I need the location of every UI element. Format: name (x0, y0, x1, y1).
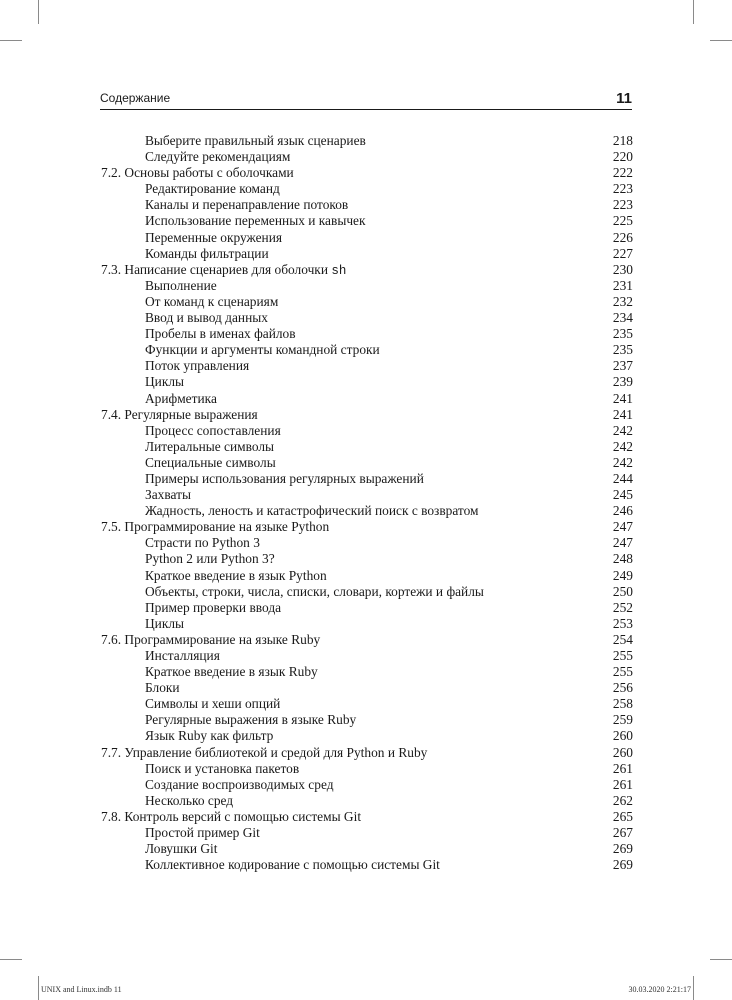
toc-subsection-entry (101, 246, 633, 262)
toc-subsection-entry (101, 197, 633, 213)
toc-subsection-entry (101, 455, 633, 471)
toc-entry-page: 260 (612, 744, 633, 760)
crop-mark (693, 0, 694, 24)
toc-entry-page: 247 (612, 519, 633, 535)
toc-entry-title (101, 262, 346, 279)
toc-entry-page: 259 (612, 712, 633, 728)
toc-entry-title-text: Команды фильтрации (145, 245, 269, 261)
toc-entry-page: 267 (612, 825, 633, 841)
toc-entry-title-text: 7.2. Основы работы с оболочками (101, 165, 294, 181)
toc-entry-page: 232 (612, 293, 633, 309)
toc-section-entry (101, 745, 633, 761)
toc-entry-title (101, 294, 278, 310)
toc-entry-title (101, 391, 217, 407)
toc-section-entry (101, 407, 633, 423)
crop-mark (0, 959, 22, 960)
page-number: 11 (616, 90, 632, 107)
toc-entry-page: 241 (612, 390, 633, 406)
toc-entry-title-text: 7.7. Управление библиотекой и средой для Python и Ruby (101, 744, 428, 760)
toc-entry-title (101, 745, 427, 761)
toc-entry-page: 247 (612, 535, 633, 551)
toc-entry-page: 269 (612, 841, 633, 857)
toc-subsection-entry (101, 342, 633, 358)
toc-entry-title (101, 841, 217, 857)
toc-entry-title-text: Циклы (145, 615, 185, 631)
toc-entry-title (101, 423, 281, 439)
toc-subsection-entry (101, 551, 633, 567)
toc-entry-title (101, 165, 294, 181)
toc-entry-title (101, 278, 217, 294)
toc-subsection-entry (101, 777, 633, 793)
toc-entry-page: 252 (612, 599, 633, 615)
toc-subsection-entry (101, 584, 633, 600)
toc-entry-page: 234 (612, 310, 633, 326)
toc-entry-title (101, 503, 479, 519)
toc-entry-title (101, 664, 318, 680)
toc-entry-page: 237 (612, 358, 633, 374)
toc-subsection-entry (101, 680, 633, 696)
toc-subsection-entry (101, 149, 633, 165)
toc-entry-page: 269 (612, 857, 633, 873)
toc-subsection-entry (101, 310, 633, 326)
toc-entry-title (101, 696, 280, 712)
toc-entry-page: 253 (612, 615, 633, 631)
toc-entry-page: 250 (612, 583, 633, 599)
toc-entry-code: sh (331, 263, 347, 278)
toc-section-entry (101, 519, 633, 535)
toc-subsection-entry (101, 391, 633, 407)
toc-entry-title (101, 487, 191, 503)
toc-subsection-entry (101, 568, 633, 584)
toc-entry-title (101, 632, 320, 648)
toc-entry-title-text: Несколько сред (145, 792, 234, 808)
toc-subsection-entry (101, 841, 633, 857)
toc-entry-page: 246 (612, 503, 633, 519)
crop-mark (0, 40, 22, 41)
toc-subsection-entry (101, 696, 633, 712)
toc-entry-title-text: Переменные окружения (145, 229, 283, 245)
toc-subsection-entry (101, 616, 633, 632)
toc-subsection-entry (101, 857, 633, 873)
toc-entry-title (101, 777, 334, 793)
toc-entry-page: 245 (612, 487, 633, 503)
toc-subsection-entry (101, 793, 633, 809)
toc-entry-title-text: Страсти по Python 3 (145, 535, 260, 551)
toc-entry-title (101, 439, 274, 455)
toc-entry-title-text: Редактирование команд (145, 181, 280, 197)
toc-entry-page: 242 (612, 438, 633, 454)
toc-entry-title (101, 407, 258, 423)
toc-entry-title (101, 519, 329, 535)
toc-entry-title (101, 374, 184, 390)
toc-entry-title-text: Поток управления (145, 358, 250, 374)
toc-entry-title-text: 7.4. Регулярные выражения (101, 406, 258, 422)
toc-subsection-entry (101, 423, 633, 439)
running-head-title: Содержание (100, 91, 171, 105)
toc-entry-title (101, 648, 220, 664)
toc-entry-title-text: Блоки (145, 680, 180, 696)
toc-entry-page: 222 (612, 165, 633, 181)
toc-entry-title (101, 310, 268, 326)
toc-entry-title-text: Захваты (145, 487, 191, 503)
toc-subsection-entry (101, 278, 633, 294)
toc-entry-page: 235 (612, 342, 633, 358)
table-of-contents (101, 133, 633, 873)
footer-timestamp-slug: 30.03.2020 2:21:17 (628, 985, 691, 994)
toc-entry-title (101, 246, 269, 262)
toc-entry-title-text: Пример проверки ввода (145, 599, 282, 615)
toc-entry-title-text: Коллективное кодирование с помощью системы Git (145, 857, 440, 873)
toc-entry-title (101, 809, 361, 825)
toc-entry-title-text: Арифметика (145, 390, 217, 406)
crop-mark (710, 40, 732, 41)
toc-entry-title (101, 535, 260, 551)
toc-entry-page: 258 (612, 696, 633, 712)
toc-section-entry (101, 632, 633, 648)
toc-entry-title (101, 616, 184, 632)
toc-entry-title-text: От команд к сценариям (145, 293, 279, 309)
toc-entry-title-text: Поиск и установка пакетов (145, 760, 300, 776)
toc-entry-page: 235 (612, 326, 633, 342)
toc-entry-title (101, 825, 260, 841)
toc-subsection-entry (101, 761, 633, 777)
toc-entry-title-text: Примеры использования регулярных выражений (145, 470, 424, 486)
toc-entry-page: 223 (612, 181, 633, 197)
toc-entry-title-text: Циклы (145, 374, 185, 390)
toc-entry-title (101, 551, 275, 567)
toc-subsection-entry (101, 712, 633, 728)
running-head (100, 89, 632, 110)
toc-entry-page: 261 (612, 776, 633, 792)
toc-section-entry (101, 809, 633, 825)
toc-entry-page: 255 (612, 664, 633, 680)
toc-entry-page: 255 (612, 648, 633, 663)
crop-mark (710, 959, 732, 960)
toc-entry-title-text: Каналы и перенаправление потоков (145, 197, 349, 213)
toc-entry-page: 242 (612, 422, 633, 438)
crop-mark (38, 0, 39, 24)
toc-subsection-entry (101, 503, 633, 519)
toc-subsection-entry (101, 374, 633, 390)
toc-entry-page: 256 (612, 680, 633, 696)
toc-entry-title-text: Регулярные выражения в языке Ruby (145, 712, 357, 728)
toc-entry-page: 248 (612, 551, 633, 567)
toc-entry-title-text: 7.6. Программирование на языке Ruby (101, 631, 321, 647)
toc-entry-title (101, 133, 366, 149)
toc-entry-page: 241 (612, 406, 633, 422)
toc-entry-title-text: Использование переменных и кавычек (145, 213, 366, 229)
toc-entry-title-text: Краткое введение в язык Python (145, 567, 327, 583)
toc-entry-title-text: Выберите правильный язык сценариев (145, 133, 366, 148)
toc-subsection-entry (101, 728, 633, 744)
toc-entry-page: 230 (612, 261, 633, 277)
toc-entry-title (101, 181, 280, 197)
toc-section-entry (101, 262, 633, 278)
toc-entry-title-text: Объекты, строки, числа, списки, словари, кортежи и файлы (145, 583, 484, 599)
toc-subsection-entry (101, 471, 633, 487)
toc-entry-page: 265 (612, 808, 633, 824)
toc-subsection-entry (101, 230, 633, 246)
toc-entry-title-text: Процесс сопоставления (145, 422, 281, 438)
toc-entry-page: 220 (612, 149, 633, 165)
toc-entry-page: 227 (612, 245, 633, 261)
toc-entry-title (101, 342, 380, 358)
toc-entry-title-text: 7.3. Написание сценариев для оболочки (101, 261, 332, 277)
crop-mark (693, 976, 694, 1000)
toc-entry-title (101, 230, 282, 246)
toc-entry-title-text: Литеральные символы (145, 438, 275, 454)
toc-entry-title (101, 471, 424, 487)
toc-entry-title-text: Ловушки Git (145, 841, 218, 857)
toc-entry-title (101, 857, 440, 873)
toc-entry-title (101, 793, 233, 809)
toc-entry-title (101, 358, 249, 374)
toc-entry-page: 261 (612, 760, 633, 776)
toc-section-entry (101, 165, 633, 181)
toc-entry-page: 239 (612, 374, 633, 390)
toc-subsection-entry (101, 600, 633, 616)
toc-entry-title-text: Пробелы в именах файлов (145, 326, 296, 342)
toc-entry-title (101, 712, 356, 728)
toc-entry-title-text: 7.5. Программирование на языке Python (101, 519, 330, 535)
toc-entry-title-text: Python 2 или Python 3? (145, 551, 275, 567)
toc-entry-title-text: Выполнение (145, 277, 217, 293)
toc-subsection-entry (101, 213, 633, 229)
toc-entry-title-text: Создание воспроизводимых сред (145, 776, 334, 792)
toc-subsection-entry (101, 648, 633, 664)
toc-subsection-entry (101, 535, 633, 551)
toc-subsection-entry (101, 825, 633, 841)
toc-entry-title-text: Язык Ruby как фильтр (145, 728, 274, 744)
toc-entry-title (101, 149, 290, 165)
toc-entry-page: 226 (612, 229, 633, 245)
toc-subsection-entry (101, 487, 633, 503)
toc-entry-page: 262 (612, 792, 633, 808)
toc-entry-title-text: 7.8. Контроль версий с помощью системы Git (101, 808, 362, 824)
toc-entry-title-text: Простой пример Git (145, 825, 260, 841)
toc-entry-title (101, 213, 366, 229)
toc-entry-page: 244 (612, 470, 633, 486)
toc-entry-title-text: Символы и хеши опций (145, 696, 281, 712)
toc-entry-title (101, 600, 281, 616)
toc-entry-title-text: Ввод и вывод данных (145, 310, 268, 326)
toc-entry-title-text: Краткое введение в язык Ruby (145, 664, 318, 680)
toc-subsection-entry (101, 294, 633, 310)
toc-subsection-entry (101, 181, 633, 197)
crop-mark (38, 976, 39, 1000)
toc-subsection-entry (101, 326, 633, 342)
toc-entry-title-text: Специальные символы (145, 454, 276, 470)
toc-entry-title (101, 584, 484, 600)
toc-entry-title-text: Следуйте рекомендациям (145, 149, 291, 165)
toc-entry-page: 260 (612, 728, 633, 744)
toc-entry-title (101, 728, 273, 744)
toc-entry-title (101, 197, 348, 213)
toc-subsection-entry (101, 664, 633, 680)
toc-entry-page: 254 (612, 631, 633, 647)
toc-entry-page: 249 (612, 567, 633, 583)
toc-entry-title (101, 455, 276, 471)
toc-entry-title (101, 761, 299, 777)
toc-entry-page: 218 (612, 133, 633, 148)
toc-entry-title (101, 680, 180, 696)
toc-entry-page: 231 (612, 277, 633, 293)
toc-entry-page: 242 (612, 454, 633, 470)
toc-entry-title (101, 568, 327, 584)
toc-entry-title-text: Функции и аргументы командной строки (145, 342, 380, 358)
toc-subsection-entry (101, 133, 633, 149)
toc-entry-title (101, 326, 296, 342)
toc-subsection-entry (101, 358, 633, 374)
toc-entry-title-text: Инсталляция (145, 648, 220, 663)
toc-entry-page: 225 (612, 213, 633, 229)
toc-entry-page: 223 (612, 197, 633, 213)
toc-entry-title-text: Жадность, леность и катастрофический поиск с возвратом (145, 503, 479, 519)
toc-subsection-entry (101, 439, 633, 455)
footer-file-slug: UNIX and Linux.indb 11 (41, 985, 122, 994)
